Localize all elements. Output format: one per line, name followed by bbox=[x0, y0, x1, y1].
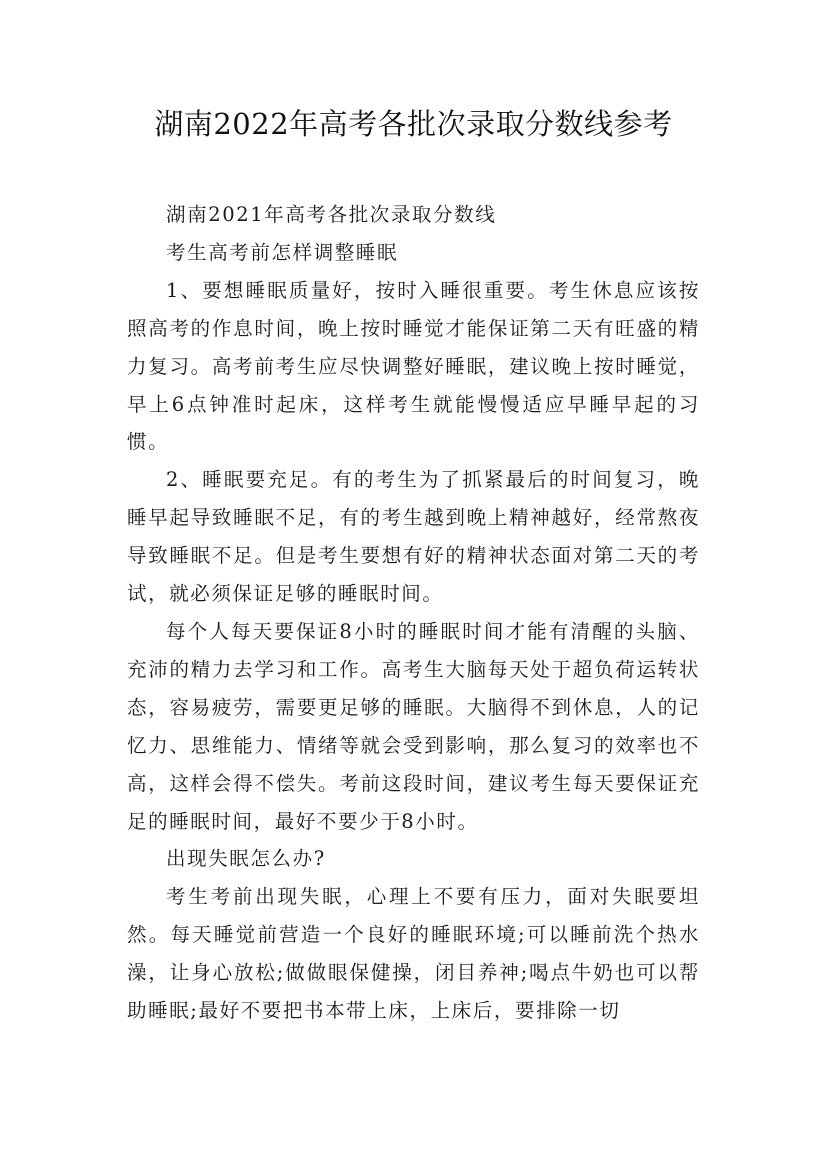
paragraph-heading-insomnia: 出现失眠怎么办? bbox=[166, 847, 326, 871]
paragraph-eight-hours: 每个人每天要保证8小时的睡眠时间才能有清醒的头脑、充沛的精力去学习和工作。高考生大脑每天处于超负荷运转状态，容易疲劳，需要更足够的睡眠。大脑得不到休息，人的记忆力、思维能力、情绪等就会受到影响，那么复习的效率也不高，这样会得不偿失。考前这段时间，建议考生每天要保证充足的睡眠时间，最好不要少于8小时。 bbox=[127, 619, 700, 833]
document-title: 湖南2022年高考各批次录取分数线参考 bbox=[154, 107, 673, 141]
document-body bbox=[127, 196, 700, 1030]
paragraph-insomnia-advice: 考生考前出现失眠，心理上不要有压力，面对失眠要坦然。每天睡觉前营造一个良好的睡眠环境;可以睡前洗个热水澡，让身心放松;做做眼保健操，闭目养神;喝点牛奶也可以帮助睡眠;最好不要把书本带上床，上床后，要排除一切 bbox=[127, 885, 700, 1023]
paragraph-point-1: 1、要想睡眠质量好，按时入睡很重要。考生休息应该按照高考的作息时间，晚上按时睡觉才能保证第二天有旺盛的精力复习。高考前考生应尽快调整好睡眠，建议晚上按时睡觉，早上6点钟准时起床，这样考生就能慢慢适应早睡早起的习惯。 bbox=[127, 278, 700, 454]
paragraph-heading-sleep: 考生高考前怎样调整睡眠 bbox=[166, 240, 399, 264]
paragraph-point-2: 2、睡眠要充足。有的考生为了抓紧最后的时间复习，晚睡早起导致睡眠不足，有的考生越到晚上精神越好，经常熬夜导致睡眠不足。但是考生要想有好的精神状态面对第二天的考试，就必须保证足够的睡眠时间。 bbox=[127, 468, 700, 606]
paragraph-subtitle-scores: 湖南2021年高考各批次录取分数线 bbox=[166, 203, 497, 226]
